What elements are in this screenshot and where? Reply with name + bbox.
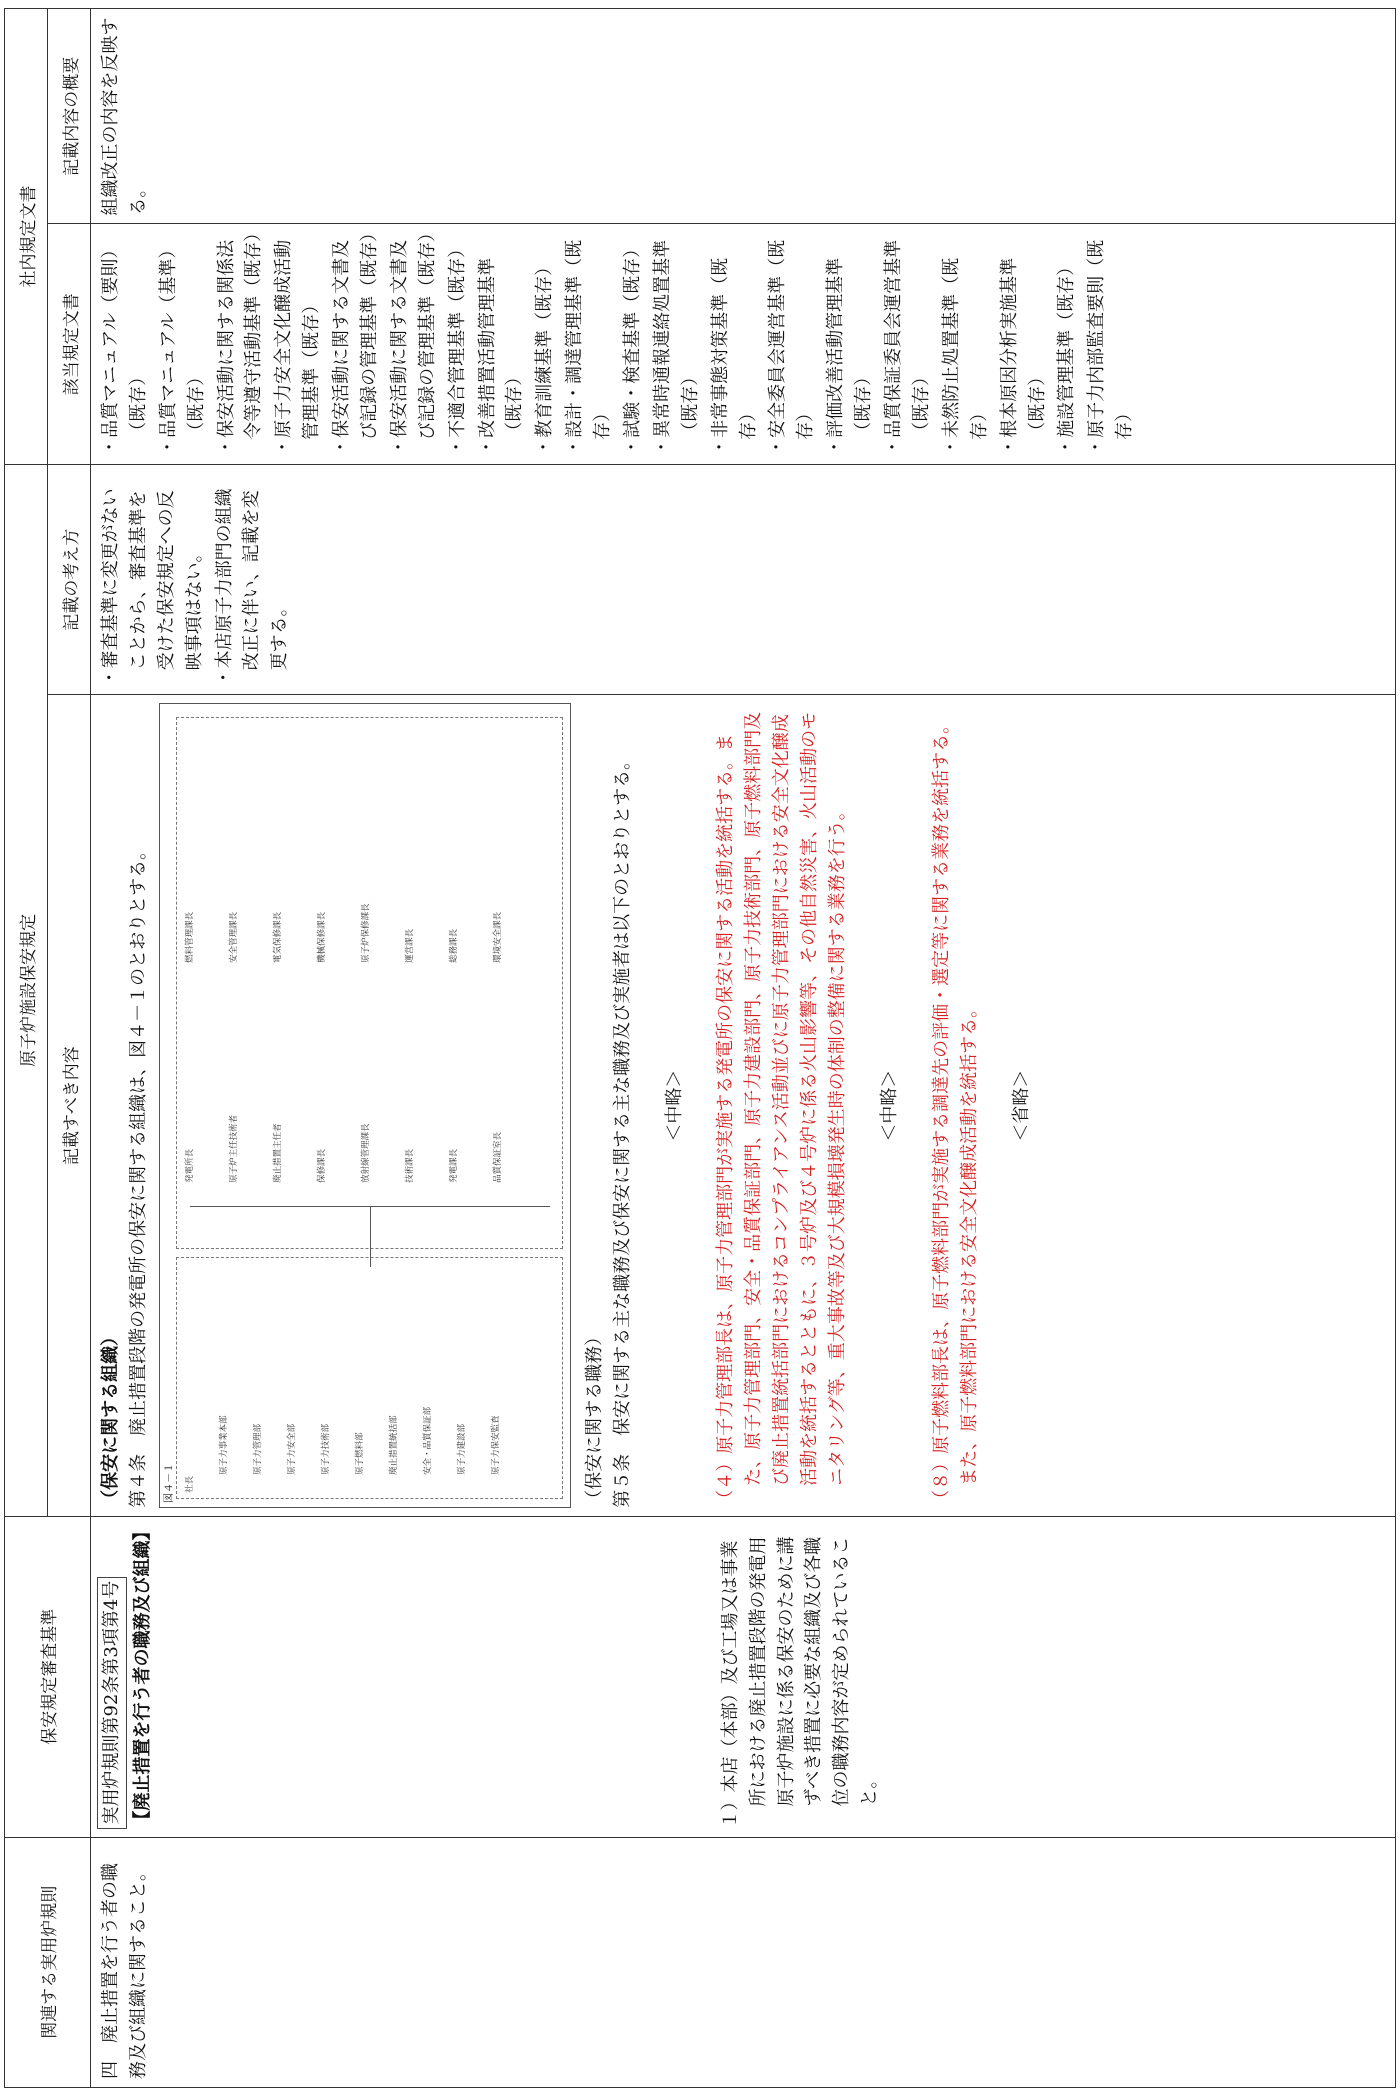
figure-right-node: 品質保証室長 (492, 1131, 503, 1183)
doc-cell (91, 224, 1396, 464)
thinking-list (97, 473, 294, 686)
document-item: ・安全委員会運営基準（既存） (767, 239, 817, 456)
document-item: ・教育訓練基準（既存） (534, 257, 556, 456)
header-doc: 該当規定文書 (48, 224, 91, 464)
section-org-title: （保安に関する組織） (100, 1327, 121, 1508)
header-criteria: 保安規定審査基準 (5, 1516, 91, 1837)
figure-right-node: 発電課長 (448, 1148, 459, 1183)
document-item: ・原子力安全文化醸成活動管理基準（既存） (273, 239, 323, 456)
thinking-item: ・審査基準に変更がないことから、審査基準を受けた保安規定への反映事項はない。 (100, 488, 205, 687)
figure-right-node: 電気保修課長 (272, 911, 283, 963)
figure-left-node: 原子力事業本部 (218, 1415, 229, 1475)
figure-left-node: 原子燃料部 (354, 1432, 365, 1475)
figure-right-node: 廃止措置主任者 (272, 1123, 283, 1183)
document-item: ・施設管理基準（既存） (1056, 257, 1078, 456)
criteria-item-1: １）本店（本部）及び工場又は事業所における廃止措置段階の発電用原子炉施設に係る保安のために講ずべき措置に必要な組織及び各職位の職務内容が定められていること。 (719, 1536, 881, 1829)
document-list (97, 223, 1139, 456)
duty-item-4: （４）原子力管理部長は、原子力管理部門が実施する発電所の保安に関する活動を統括する。また、原子力管理部門、安全・品質保証部門、原子力建設部門、原子力技術部門、原子燃料部門及び廃止措置統括部門におけるコンプライアンス活動並びに原子力管理部門における安全文化醸成活動を統括するとともに、３号炉及び４号炉に係る火山影響等、その他自然災害、火山活動のモニタリング等、重大事故等及び大規模損壊発生時の体制の整備に関する業務を行う。 (715, 711, 849, 1508)
document-item: ・不適合管理基準（既存） (446, 239, 468, 456)
document-item: ・根本原因分析実施基準（既存） (998, 257, 1048, 456)
section-org-text: 第４条 廃止措置段階の発電所の保安に関する組織は、図４－１のとおりとする。 (127, 841, 149, 1508)
summary-cell (91, 9, 1396, 224)
header-content: 記載すべき内容 (48, 695, 91, 1517)
omit-1: ＜中略＞ (663, 1069, 685, 1142)
figure-left-node: 原子力技術部 (320, 1423, 331, 1475)
figure-left-node: 原子力安全部 (286, 1423, 297, 1475)
omit-3: ＜省略＞ (1010, 1069, 1032, 1142)
document-item: ・試験・検査基準（既存） (622, 239, 644, 456)
rule-cell (91, 1837, 1396, 2087)
thinking-cell (91, 464, 1396, 694)
rule-text: 四 廃止措置を行う者の職務及び組織に関すること。 (100, 1863, 149, 2079)
document-item: ・未然防止処置基準（既存） (940, 257, 990, 456)
figure-right-node: 保修課長 (316, 1148, 327, 1183)
figure-right-node: 安全管理課長 (228, 911, 239, 963)
figure-right-node: 原子炉保修課長 (360, 903, 371, 963)
review-table (4, 8, 1396, 2088)
duty-item-8: （８）原子燃料部長は、原子燃料部門が実施する調達先の評価・選定等に関する業務を統括する。また、原子燃料部門における安全文化醸成活動を統括する。 (930, 715, 980, 1508)
header-related-rule: 関連する実用炉規則 (5, 1837, 91, 2087)
omit-2: ＜中略＞ (878, 1069, 900, 1142)
document-item: ・改善措置活動管理基準（既存） (476, 257, 526, 456)
section-duty-text: 第５条 保安に関する主な職務及び保安に関する主な職務及び実施者は以下のとおりとする。 (611, 751, 633, 1508)
header-thinking: 記載の考え方 (48, 464, 91, 694)
figure-left-node: 安全・品質保証部 (422, 1406, 433, 1475)
document-item: ・品質マニュアル（基準）（既存） (157, 240, 207, 456)
figure-right-node: 原子炉主任技術者 (228, 1114, 239, 1183)
document-item: ・設計・調達管理基準（既存） (564, 239, 614, 456)
figure-left-node: 社長 (184, 1475, 195, 1493)
header-safety-regulation: 原子炉施設保安規定 (5, 464, 48, 1516)
figure-right-node: 機械保修課長 (316, 911, 327, 963)
document-item: ・異常時通報連絡処置基準（既存） (651, 239, 701, 456)
summary-text: 組織改正の内容を反映する。 (100, 17, 149, 216)
document-item: ・保安活動に関する文書及び記録の管理基準（既存） (388, 223, 438, 456)
figure-left-node: 原子力保安監査 (490, 1415, 501, 1475)
figure-right-node: 運営課長 (404, 928, 415, 963)
org-chart-figure (159, 703, 571, 1508)
figure-right-node: 総務課長 (448, 928, 459, 963)
header-internal-docs: 社内規定文書 (5, 9, 48, 465)
figure-left-node: 原子力管理部 (252, 1423, 263, 1475)
document-item: ・非常事態対策基準（既存） (709, 257, 759, 456)
document-item: ・保安活動に関する文書及び記録の管理基準（既存） (331, 223, 381, 456)
thinking-item: ・本店原子力部門の組織改正に伴い、記載を変更する。 (213, 488, 291, 687)
figure-right-node: 燃料管理課長 (184, 911, 195, 963)
figure-left-node: 廃止措置統括部 (388, 1415, 399, 1475)
figure-left-box (176, 1257, 563, 1499)
figure-left-node: 原子力建設部 (456, 1423, 467, 1475)
figure-label: 図４－１ (163, 1462, 175, 1503)
document-item: ・評価改善活動管理基準（既存） (825, 257, 875, 456)
figure-right-node: 放射線管理課長 (360, 1123, 371, 1183)
criteria-title: 【廃止措置を行う者の職務及び組織】 (131, 1522, 153, 1829)
document-item: ・品質マニュアル（要則）（既存） (100, 240, 149, 456)
figure-right-node: 技術課長 (404, 1148, 415, 1183)
header-summary: 記載内容の概要 (48, 9, 91, 224)
figure-right-node: 発電所長 (184, 1148, 195, 1183)
document-item: ・原子力内部監査要則（既存） (1086, 239, 1136, 456)
section-duty-title: （保安に関する職務） (583, 1327, 605, 1508)
figure-right-node: 環境安全課長 (492, 911, 503, 963)
criteria-cell (91, 1516, 1396, 1837)
document-item: ・品質保証委員会運営基準（既存） (883, 239, 932, 456)
criteria-ref: 実用炉規則第92条第3項第4号 (97, 1577, 127, 1829)
content-cell (91, 695, 1396, 1517)
content-wrapper (97, 703, 1035, 1508)
document-item: ・保安活動に関する関係法令等遵守活動基準（既存） (215, 223, 265, 456)
